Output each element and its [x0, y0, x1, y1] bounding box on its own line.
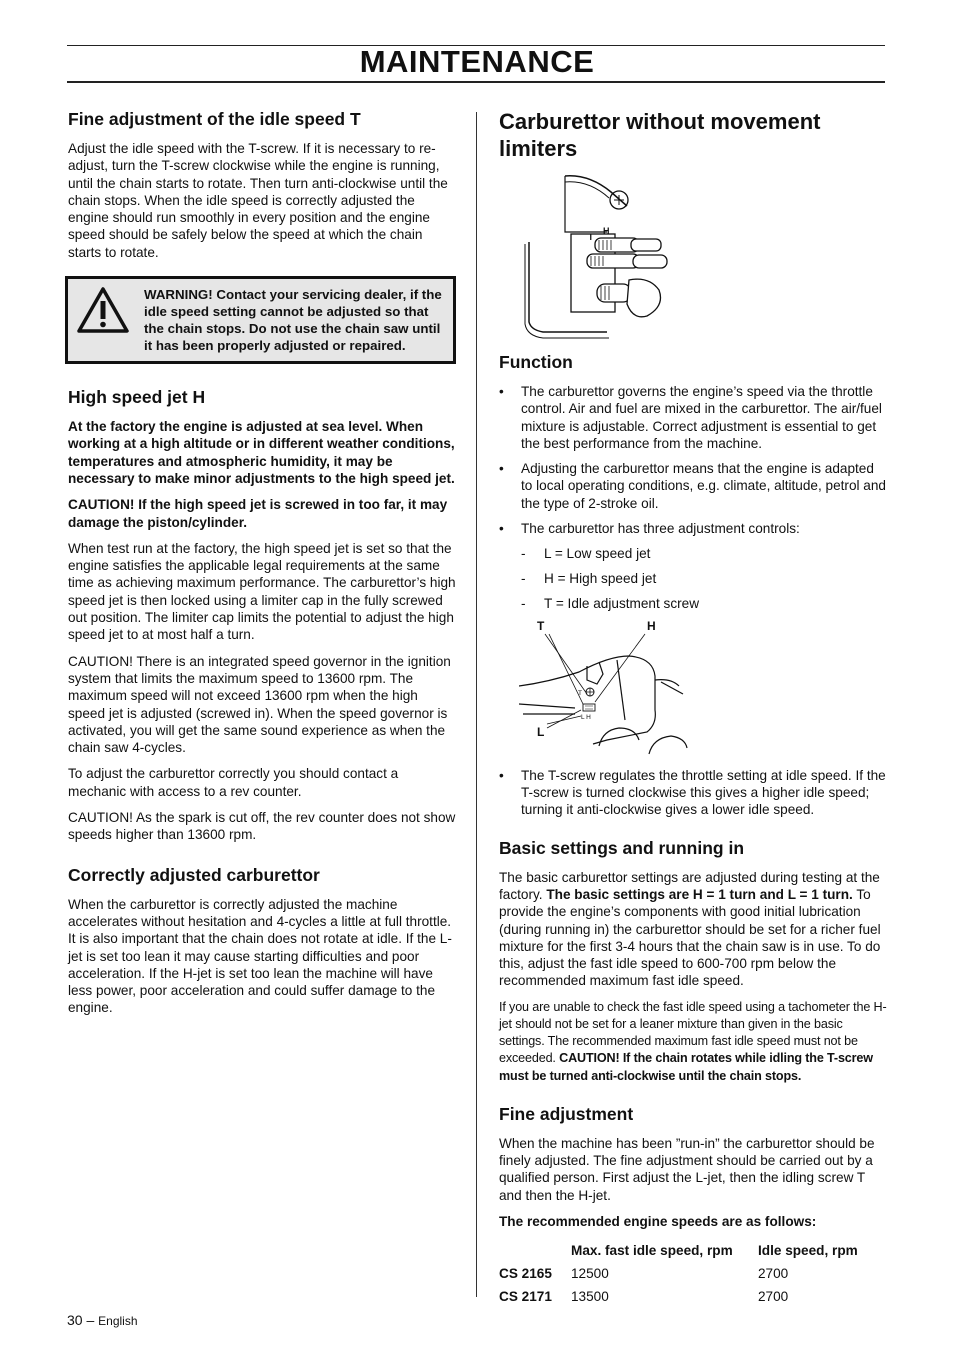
list-item: - H = High speed jet — [521, 570, 887, 587]
list-item: • Adjusting the carburettor means that the engine is adapted to local operating conditions, e.g. climate, altitude, petrol and the type of 2-stroke oil. — [499, 460, 887, 512]
correct-carb-heading: Correctly adjusted carburettor — [68, 864, 320, 885]
figure2-label-l: L — [537, 724, 545, 739]
function-section — [499, 351, 887, 819]
basic-note-bold: CAUTION! If the chain rotates while idling the T-screw must be turned anti-clockwise until the chain stops. — [499, 1051, 873, 1083]
table-cell-idle: 2700 — [758, 1289, 789, 1305]
high-speed-bold-1: At the factory the engine is adjusted at sea level. When working at a high altitude or in different weather conditions, temperatures and atmospheric humidity, it may be necessary to make minor adjustments to the high speed jet. — [68, 419, 455, 486]
figure1-label-t: T — [588, 232, 594, 242]
column-divider — [476, 112, 477, 1297]
table-header-row — [499, 1239, 858, 1262]
page-footer — [67, 1312, 138, 1328]
correct-carb-section — [68, 864, 456, 1017]
table-cell-max: 13500 — [571, 1289, 609, 1305]
list-item: - T = Idle adjustment screw — [521, 595, 887, 612]
basic-settings-heading: Basic settings and running in — [499, 837, 745, 858]
basic-settings-text — [499, 869, 887, 990]
table-cell-max: 12500 — [571, 1266, 609, 1282]
table-cell-idle: 2700 — [758, 1266, 789, 1282]
high-speed-bold-2: CAUTION! If the high speed jet is screwed in too far, it may damage the piston/cylinder. — [68, 497, 448, 530]
basic-text-b: To provide the engine’s components with good initial lubrication (during running in) the carburettor should be set for a richer fuel mixture for the first 3-4 hours that the chain saw is in use. To do this, adjust the fast idle speed to 600-700 rpm below the recommended maximum fast idle speed. — [499, 886, 881, 989]
left-column — [68, 108, 456, 1026]
figure2-small-t: T — [578, 689, 582, 697]
high-speed-paragraph-2: CAUTION! There is an integrated speed governor in the ignition system that limits the maximum speed to 13600 rpm. The maximum speed will not exceed 13600 rpm when the high speed jet is adjusted (screwed in). When the speed governor is activated, you will get the same sound experience as when the chain saw 4-cycles. — [68, 653, 451, 756]
warning-triangle-icon — [76, 286, 130, 339]
correct-carb-text: When the carburettor is correctly adjusted the machine accelerates without hesitation and 4-cycles a little at full throttle. It is also important that the chain does not rotate at idle. If the L-jet is set too lean it may cause starting difficulties and poor acceleration. If the H-jet is set too lean the machine will have less power, poor acceleration and could suffer damage to the engine. — [68, 896, 452, 1016]
basic-text-bold: The basic settings are H = 1 turn and L = 1 turn. — [546, 886, 853, 902]
table-cell-model: CS 2165 — [499, 1266, 552, 1282]
idle-speed-heading: Fine adjustment of the idle speed T — [68, 109, 361, 129]
header-bottom-rule — [67, 81, 885, 83]
fine-adjustment-bold: The recommended engine speeds are as follows: — [499, 1213, 817, 1229]
fine-adjustment-heading: Fine adjustment — [499, 1103, 634, 1124]
basic-text-a: The basic carburettor settings are adjusted during testing at the factory. — [499, 869, 880, 902]
page-title: MAINTENANCE — [359, 44, 595, 79]
fine-adjustment-section — [499, 1103, 887, 1308]
controls-list — [521, 545, 887, 612]
carburettor-figure — [519, 172, 887, 345]
function-heading: Function — [499, 352, 573, 372]
table-cell-model: CS 2171 — [499, 1289, 552, 1305]
basic-settings-note — [499, 999, 887, 1085]
table-header: Max. fast idle speed, rpm — [571, 1243, 733, 1259]
list-item: • The carburettor governs the engine’s speed via the throttle control. Air and fuel are mixed in the carburettor. The air/fuel mixture is adjustable. Correct adjustment is essential to get the best performance from the machine. — [499, 383, 887, 452]
adjustment-screws-figure — [519, 620, 887, 763]
basic-note-a: If you are unable to check the fast idle speed using a tachometer the H-jet should not be set for a leaner mixture than given in the basic settings. The recommended maximum fast idle speed must not be exceeded. — [499, 999, 887, 1066]
high-speed-heading: High speed jet H — [68, 387, 206, 408]
high-speed-jet-section — [68, 386, 456, 844]
figure2-label-h: H — [647, 619, 656, 633]
warning-box — [65, 276, 456, 364]
function-list — [499, 383, 887, 537]
idle-speed-section — [68, 108, 456, 261]
table-header: Idle speed, rpm — [758, 1243, 858, 1259]
list-item: • The T-screw regulates the throttle setting at idle speed. If the T-screw is turned clockwise this gives a higher idle speed; turning it anti-clockwise gives a lower idle speed. — [499, 767, 887, 819]
engine-speeds-table — [499, 1239, 858, 1308]
high-speed-paragraph-4: CAUTION! As the spark is cut off, the rev counter does not show speeds higher than 13600 rpm. — [68, 810, 456, 843]
table-row — [499, 1262, 858, 1285]
warning-text: WARNING! Contact your servicing dealer, if the idle speed setting cannot be adjusted so that the chain stops. Do not use the chain saw until it has been properly adjusted or repaired. — [144, 287, 442, 354]
footer-language: English — [98, 1314, 138, 1328]
page-number: 30 – — [67, 1312, 99, 1328]
carburettor-title: Carburettor without movement limiters — [499, 109, 821, 161]
figure1-label-h: H — [603, 226, 610, 236]
tscrew-list — [499, 767, 887, 819]
figure2-label-t: T — [537, 619, 545, 633]
list-item: • The carburettor has three adjustment controls: — [499, 520, 887, 537]
table-header — [499, 1239, 571, 1262]
idle-speed-text: Adjust the idle speed with the T-screw. If it is necessary to re-adjust, turn the T-screw clockwise while the engine is running, until the chain starts to rotate. Then turn anti-clockwise until the chain stops. When the idle speed is correctly adjusted the engine should run smoothly in every position and the engine speed should be safely below the speed at which the chain starts to rotate. — [68, 141, 448, 260]
basic-settings-section — [499, 837, 887, 1085]
fine-adjustment-text: When the machine has been ”run-in” the carburettor should be finely adjusted. The fine adjustment should be carried out by a qualified person. First adjust the L-jet, then the idling screw T and then the H-jet. — [499, 1135, 875, 1203]
high-speed-paragraph-3: To adjust the carburettor correctly you should contact a mechanic with access to a rev counter. — [68, 766, 399, 799]
right-column — [499, 108, 887, 1308]
table-row — [499, 1285, 858, 1308]
list-item: - L = Low speed jet — [521, 545, 887, 562]
high-speed-paragraph-1: When test run at the factory, the high speed jet is set so that the engine satisfies the applicable legal requirements at the same time as achieving maximum performance. The carburettor’s high speed jet is then locked using a limiter cap in the fully screwed out position. The limiter cap limits the potential to adjust the high speed jet to at most half a turn. — [68, 540, 456, 643]
figure2-small-lh: L H — [581, 713, 591, 721]
